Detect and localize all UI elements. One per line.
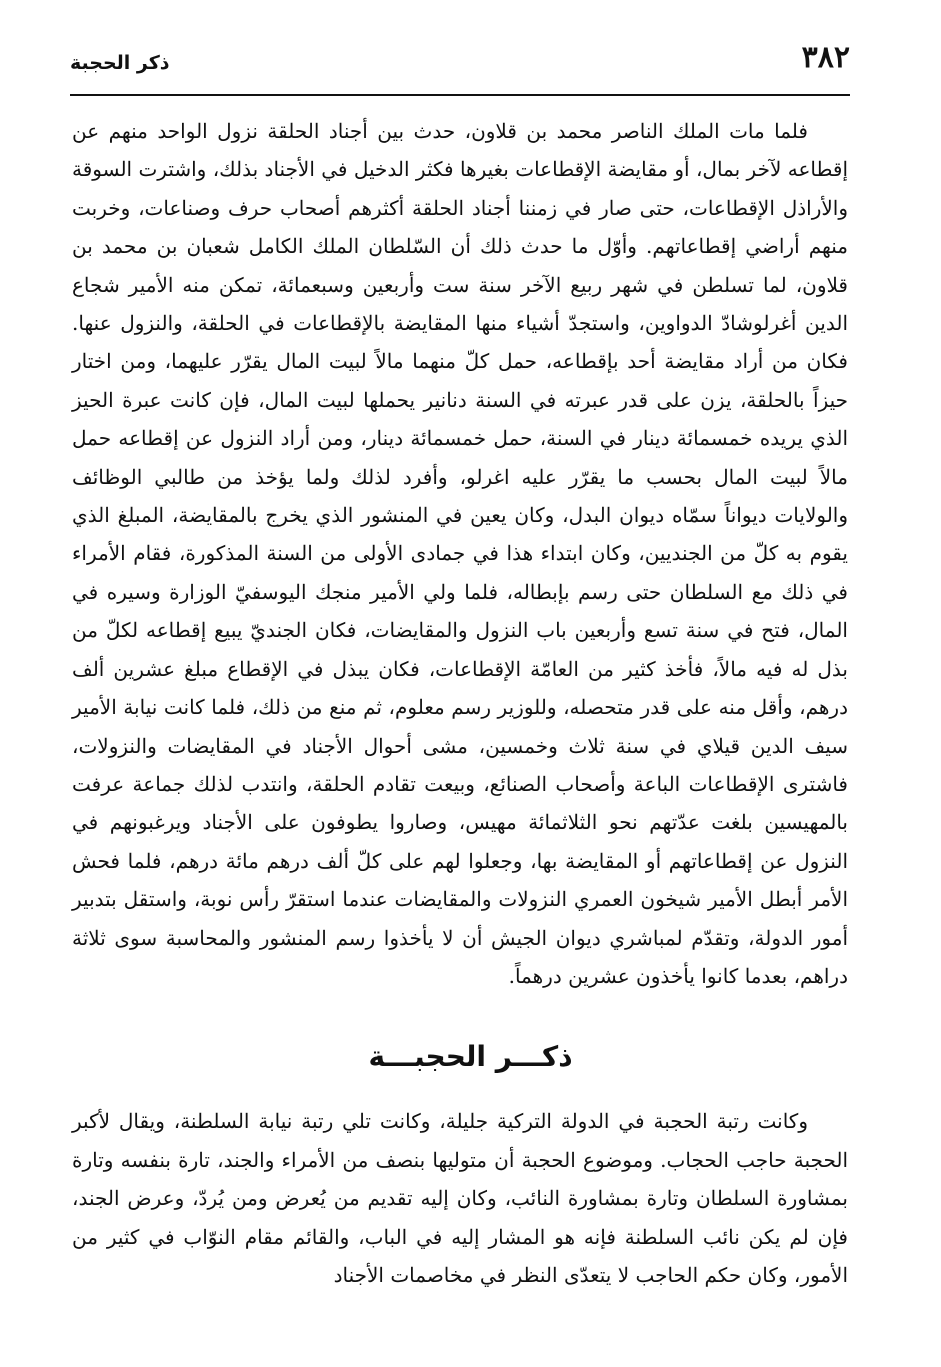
section-body [72,1102,848,1295]
paragraph: وكانت رتبة الحجبة في الدولة التركية جليلة، وكانت تلي رتبة نيابة السلطنة، ويقال لأكبر الحجبة حاجب الحجاب. وموضوع الحجبة أن متوليها بنصف من الأمراء والجند، تارة بنفسه وتارة بمشاورة السلطان وتارة بمشاورة النائب، وكان إليه تقديم من يُعرض ومن يُردّ، وعرض الجند، فإن لم يكن نائب السلطنة فإنه هو المشار إليه في الباب، والقائم مقام النوّاب في كثير من الأمور، وكان حكم الحاجب لا يتعدّى النظر في مخاصمات الأجناد [72,1109,848,1288]
running-head: ذكر الحجبة [70,52,170,74]
page-number: ٣٨٢ [801,40,850,75]
paragraph: فلما مات الملك الناصر محمد بن قلاون، حدث بين أجناد الحلقة نزول الواحد منهم عن إقطاعه لآخر بمال، أو مقايضة الإقطاعات بغيرها فكثر الدخيل في الأجناد بذلك، واشترت السوقة والأراذل الإقطاعات، حتى صار في زمننا أجناد الحلقة أكثرهم أصحاب حرف وصناعات، وخربت منهم أراضي إقطاعاتهم. وأوّل ما حدث ذلك أن السّلطان الملك الكامل شعبان بن محمد بن قلاون، لما تسلطن في شهر ربيع الآخر سنة ست وأربعين وسبعمائة، تمكن منه الأمير شجاع الدين أغرلوشادّ الدواوين، واستجدّ أشياء منها المقايضة بالإقطاعات في الحلقة، والنزول عنها. فكان من أراد مقايضة أحد بإقطاعه، حمل كلّ منهما مالاً لبيت المال يقرّر عليهما، ومن اختار حيزاً بالحلقة، يزن على قدر عبرته في السنة دنانير يحملها لبيت المال، فإن كانت عبرة الحيز الذي يريده خمسمائة دينار في السنة، حمل خمسمائة دينار، ومن أراد النزول عن إقطاعه حمل مالاً لبيت المال بحسب ما يقرّر عليه اغرلو، وأفرد لذلك ولما يؤخذ من طالبي الوظائف والولايات ديواناً سمّاه ديوان البدل، وكان يعين في المنشور الذي يخرج بالمقايضة، المبلغ الذي يقوم به كلّ من الجنديين، وكان ابتداء هذا في جمادى الأولى من السنة المذكورة، فقام الأمراء في ذلك مع السلطان حتى رسم بإبطاله، فلما ولي الأمير منجك اليوسفيّ الوزارة وسيره في المال، فتح في سنة تسع وأربعين باب النزول والمقايضات، فكان الجنديّ يبيع إقطاعه لكلّ من بذل له فيه مالاً، فأخذ كثير من العامّة الإقطاعات، فكان يبذل في الإقطاع مبلغ عشرين ألف درهم، وأقل منه على قدر متحصله، وللوزير رسم معلوم، ثم منع من ذلك، فلما كانت نيابة الأمير سيف الدين قيلاي في سنة ثلاث وخمسين، مشى أحوال الأجناد في المقايضات والنزولات، فاشترى الإقطاعات الباعة وأصحاب الصنائع، وبيعت تقادم الحلقة، وانتدب لذلك جماعة عرفت بالمهيسين بلغت عدّتهم نحو الثلاثمائة مهيس، وصاروا يطوفون على الأجناد ويرغبونهم في النزول عن إقطاعاتهم أو المقايضة بها، وجعلوا لهم على كلّ ألف درهم مائة درهم، فلما فحش الأمر أبطل الأمير شيخون العمري النزولات والمقايضات عندما استقرّ رأس نوبة، واستقل بتدبير أمور الدولة، وتقدّم لمباشري ديوان الجيش أن لا يأخذوا رسم المنشور والمحاسبة سوى ثلاثة دراهم، بعدما كانوا يأخذون عشرين درهماً. [72,119,849,988]
page-header [70,40,850,92]
header-rule [70,94,850,96]
section-heading: ذكـــر الحجبـــة [368,1040,573,1073]
main-text [72,112,848,995]
